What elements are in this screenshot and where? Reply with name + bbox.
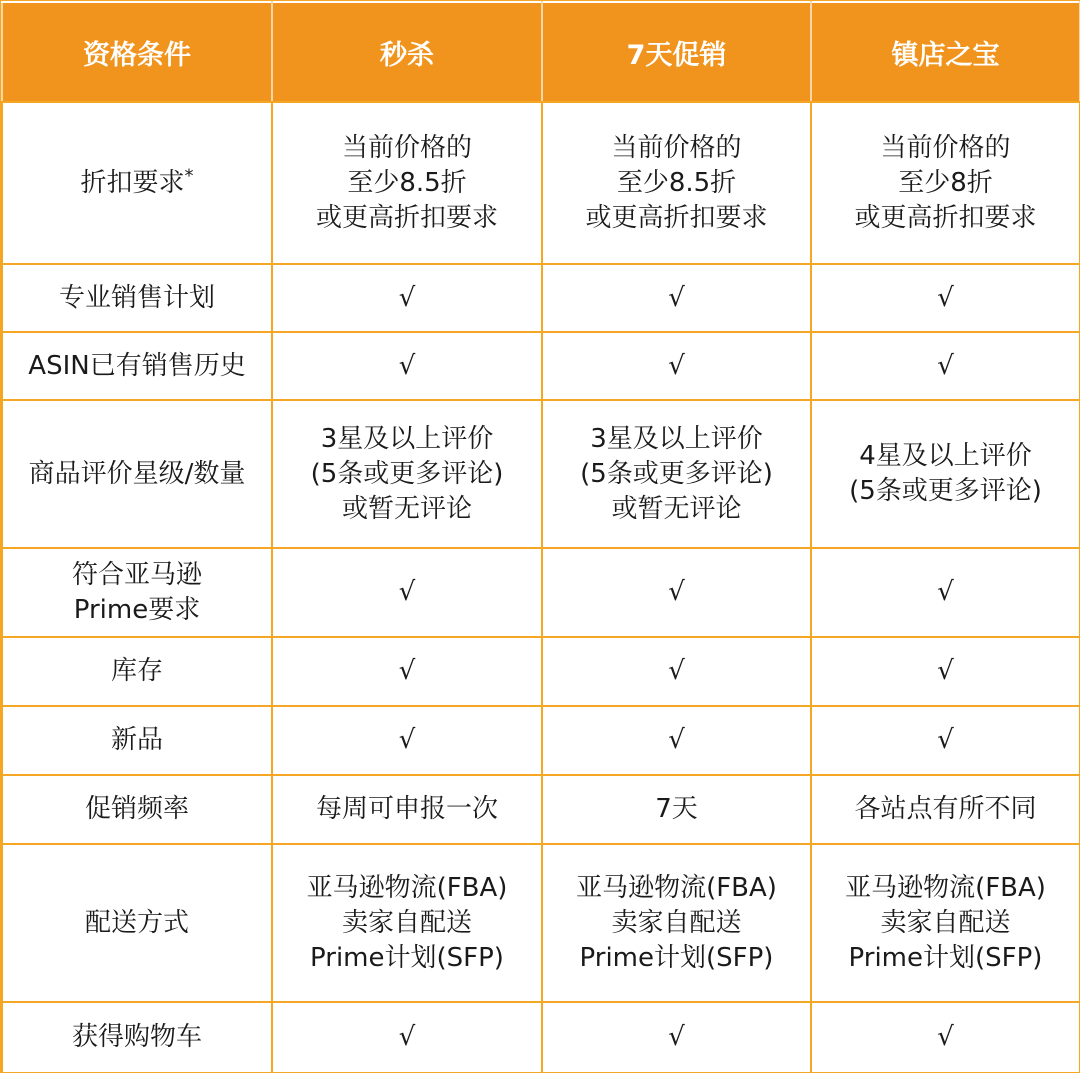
- deal-eligibility-table: [1, 1, 1080, 1073]
- header-7-day-deal: 7天促销: [542, 2, 811, 102]
- cell-line: 亚马逊物流(FBA): [576, 872, 777, 903]
- check-mark: √: [272, 548, 542, 637]
- cell-line: 4星及以上评价: [859, 441, 1032, 471]
- row-label-prime: [2, 548, 272, 637]
- check-mark: √: [272, 637, 542, 706]
- cell-frequency-dotd: 各站点有所不同: [811, 775, 1080, 844]
- row-label-buy-box: 获得购物车: [2, 1002, 272, 1073]
- row-sales-history: [2, 332, 1080, 400]
- cell-line: 当前价格的: [611, 132, 742, 163]
- cell-shipping-lightning: [272, 844, 542, 1002]
- cell-line: 卖家自配送: [880, 907, 1011, 938]
- cell-discount-lightning: [272, 102, 542, 264]
- cell-line: 或暂无评论: [341, 493, 472, 524]
- check-mark: √: [811, 1002, 1080, 1073]
- row-label-shipping: 配送方式: [2, 844, 272, 1002]
- row-discount: [2, 102, 1080, 264]
- check-mark: √: [542, 548, 811, 637]
- check-mark: √: [542, 264, 811, 332]
- check-mark: √: [811, 637, 1080, 706]
- check-mark: √: [811, 706, 1080, 775]
- row-label-rating: 商品评价星级/数量: [2, 400, 272, 548]
- cell-line: 3星及以上评价: [590, 423, 763, 454]
- row-new-item: [2, 706, 1080, 775]
- label-text: 折扣要求: [80, 167, 185, 198]
- row-rating: [2, 400, 1080, 548]
- row-inventory: [2, 637, 1080, 706]
- cell-rating-dotd: [811, 400, 1080, 548]
- row-buy-box: [2, 1002, 1080, 1073]
- cell-shipping-dotd: [811, 844, 1080, 1002]
- cell-line: (5条或更多评论): [849, 476, 1042, 506]
- cell-line: 卖家自配送: [611, 907, 742, 938]
- cell-line: Prime计划(SFP): [848, 942, 1043, 973]
- header-row: [2, 2, 1080, 102]
- cell-discount-7day: [542, 102, 811, 264]
- header-lightning-deal: 秒杀: [272, 2, 542, 102]
- check-mark: √: [272, 706, 542, 775]
- check-mark: √: [811, 332, 1080, 400]
- row-label-discount: [2, 102, 272, 264]
- cell-line: Prime计划(SFP): [579, 942, 774, 973]
- cell-line: 或暂无评论: [611, 493, 742, 524]
- cell-shipping-7day: [542, 844, 811, 1002]
- row-label-frequency: 促销频率: [2, 775, 272, 844]
- label-line: Prime要求: [73, 594, 201, 625]
- row-shipping: [2, 844, 1080, 1002]
- check-mark: √: [811, 264, 1080, 332]
- row-label-pro-plan: 专业销售计划: [2, 264, 272, 332]
- cell-line: 3星及以上评价: [320, 423, 494, 454]
- cell-rating-7day: [542, 400, 811, 548]
- check-mark: √: [542, 332, 811, 400]
- check-mark: √: [272, 264, 542, 332]
- row-prime: [2, 548, 1080, 637]
- cell-line: 或更高折扣要求: [585, 202, 768, 233]
- check-mark: √: [542, 706, 811, 775]
- cell-line: 至少8.5折: [616, 167, 737, 198]
- cell-line: 至少8.5折: [347, 167, 467, 198]
- cell-discount-dotd: [811, 102, 1080, 264]
- cell-line: (5条或更多评论): [580, 458, 773, 489]
- row-label-new-item: 新品: [2, 706, 272, 775]
- cell-line: 或更高折扣要求: [854, 202, 1037, 233]
- cell-line: 亚马逊物流(FBA): [845, 872, 1046, 903]
- cell-frequency-7day: 7天: [542, 775, 811, 844]
- row-label-inventory: 库存: [2, 637, 272, 706]
- header-criteria: 资格条件: [2, 2, 272, 102]
- cell-line: 至少8折: [898, 167, 993, 198]
- row-frequency: [2, 775, 1080, 844]
- footnote-mark: *: [184, 164, 194, 186]
- cell-line: 亚马逊物流(FBA): [306, 872, 508, 903]
- cell-line: 卖家自配送: [341, 907, 472, 938]
- row-label-sales-history: ASIN已有销售历史: [2, 332, 272, 400]
- label-line: 符合亚马逊: [71, 559, 202, 590]
- cell-line: Prime计划(SFP): [310, 942, 504, 973]
- cell-line: 当前价格的: [880, 132, 1011, 163]
- check-mark: √: [272, 332, 542, 400]
- check-mark: √: [542, 1002, 811, 1073]
- cell-line: 或更高折扣要求: [315, 202, 498, 233]
- check-mark: √: [811, 548, 1080, 637]
- header-deal-of-the-day: 镇店之宝: [811, 2, 1080, 102]
- row-pro-plan: [2, 264, 1080, 332]
- cell-frequency-lightning: 每周可申报一次: [272, 775, 542, 844]
- cell-line: 当前价格的: [341, 132, 472, 163]
- cell-line: (5条或更多评论): [310, 458, 504, 489]
- check-mark: √: [542, 637, 811, 706]
- check-mark: √: [272, 1002, 542, 1073]
- cell-rating-lightning: [272, 400, 542, 548]
